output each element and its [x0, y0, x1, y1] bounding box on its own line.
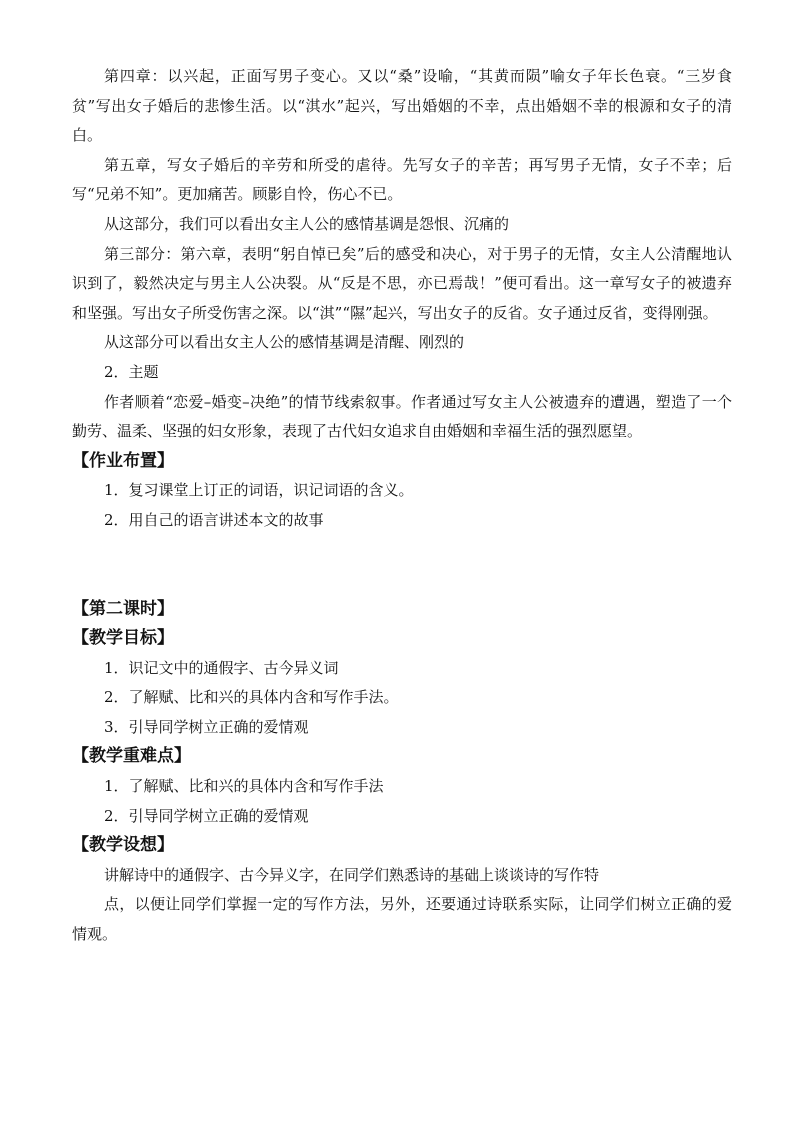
- goal-item: 2．了解赋、比和兴的具体内含和写作手法。: [104, 688, 399, 707]
- goal-item: 1．识记文中的通假字、古今异义词: [104, 658, 339, 677]
- theme-text: 作者顺着“恋爱–婚变–决绝”的情节线索叙事。作者通过写女主人公被遗弃的遭遇，塑造了一个勤劳、温柔、坚强的妇女形象，表现了古代妇女追求自由婚姻和幸福生活的强烈愿望。: [72, 392, 732, 441]
- paragraph-chapter-five: 第五章，写女子婚后的辛劳和所受的虐待。先写女子的辛苦；再写男子无情，女子不幸；后写“兄弟不知”。更加痛苦。顾影自怜，伤心不已。: [72, 155, 732, 204]
- design-heading: 【教学设想】: [72, 835, 174, 856]
- paragraph-tone-two: 从这部分可以看出女主人公的感情基调是清醒、刚烈的: [104, 333, 465, 352]
- second-lesson-heading: 【第二课时】: [72, 598, 174, 619]
- goal-item: 3．引导同学树立正确的爱情观: [104, 717, 309, 736]
- design-text-line-two: 点，以便让同学们掌握一定的写作方法，另外，还要通过诗联系实际，让同学们树立正确的爱情观。: [72, 895, 732, 944]
- homework-item: 2．用自己的语言讲述本文的故事: [104, 510, 324, 529]
- paragraph-tone-one: 从这部分，我们可以看出女主人公的感情基调是怨恨、沉痛的: [104, 214, 510, 233]
- paragraph-part-three: 第三部分：第六章，表明“躬自悼已矣”后的感受和决心，对于男子的无情，女主人公清醒地认识到了，毅然决定与男主人公决裂。从“反是不思，亦已焉哉！”便可看出。这一章写女子的被遗弃和坚强。写出女子所受伤害之深。以“淇”“隰”起兴，写出女子的反省。女子通过反省，变得刚强。: [72, 244, 732, 322]
- design-text-line-one: 讲解诗中的通假字、古今异义字，在同学们熟悉诗的基础上谈谈诗的写作特: [104, 865, 600, 884]
- paragraph-chapter-four: 第四章：以兴起，正面写男子变心。又以“桑”设喻，“其黄而陨”喻女子年长色衰。“三岁食贫”写出女子婚后的悲惨生活。以“淇水”起兴，写出婚姻的不幸，点出婚姻不幸的根源和女子的清白。: [72, 67, 732, 145]
- homework-heading: 【作业布置】: [72, 450, 174, 471]
- homework-item: 1．复习课堂上订正的词语，识记词语的含义。: [104, 481, 414, 500]
- key-point-item: 2．引导同学树立正确的爱情观: [104, 806, 309, 825]
- goals-heading: 【教学目标】: [72, 628, 174, 649]
- theme-label: 2．主题: [104, 362, 159, 381]
- key-point-item: 1．了解赋、比和兴的具体内含和写作手法: [104, 777, 384, 796]
- key-points-heading: 【教学重难点】: [72, 746, 191, 767]
- document-page: [72, 62, 732, 950]
- section-spacer: [72, 536, 732, 595]
